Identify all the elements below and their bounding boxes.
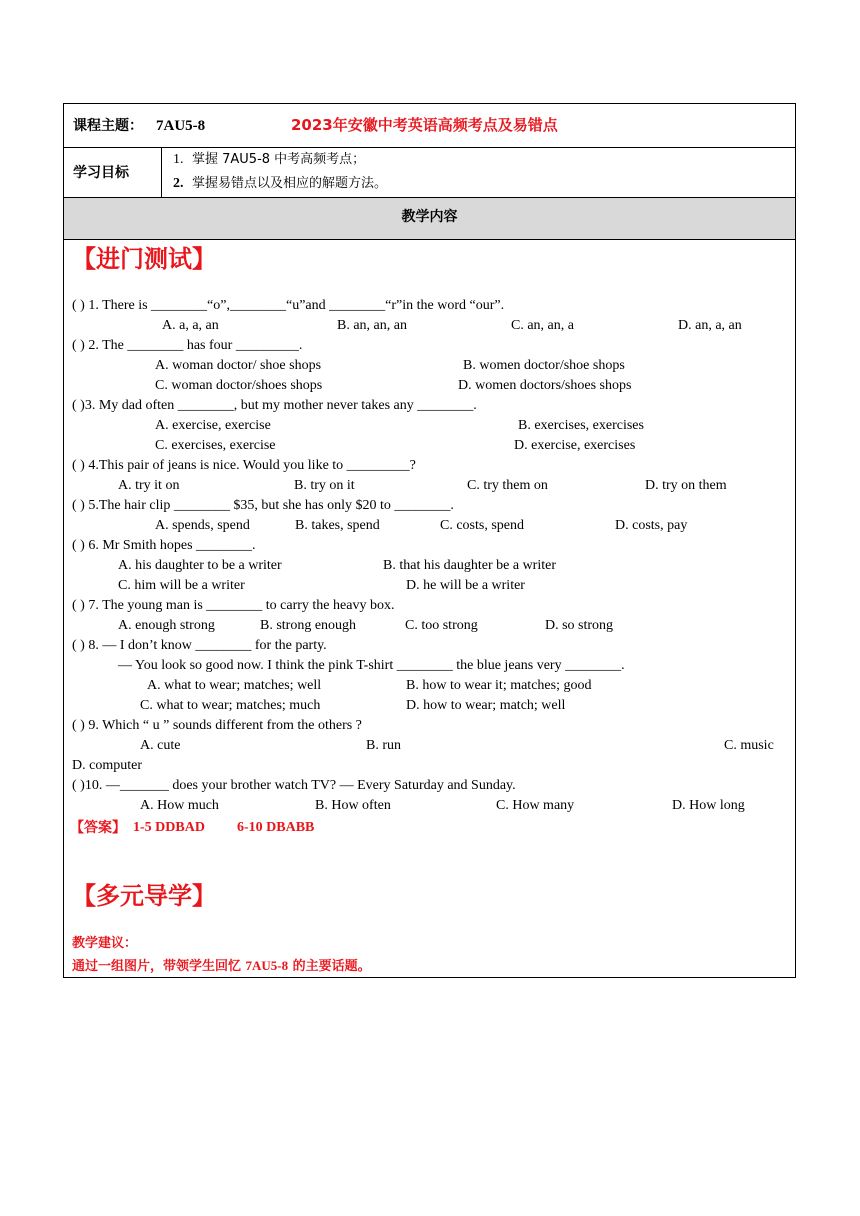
option: D. so strong	[545, 618, 614, 633]
option: D. costs, pay	[615, 518, 688, 533]
option: C. try them on	[467, 478, 548, 493]
option: A. woman doctor/ shoe shops	[155, 358, 322, 373]
option: A. his daughter to be a writer	[118, 558, 282, 573]
question-stem: ( ) 8. — I don’t know ________ for the party.	[72, 638, 327, 653]
objectives-row	[64, 148, 795, 198]
option: C. him will be a writer	[118, 578, 245, 593]
option: B. strong enough	[260, 618, 357, 633]
option: D. an, a, an	[678, 318, 742, 333]
option: C. music	[724, 738, 774, 753]
question-stem: ( ) 1. There is ________“o”,________“u”and ________“r”in the word “our”.	[72, 298, 505, 313]
lesson-sheet	[63, 103, 796, 978]
option: B. exercises, exercises	[518, 418, 644, 433]
answer-part1: 1-5 DDBAD	[133, 820, 205, 835]
option: A. exercise, exercise	[155, 418, 271, 433]
question-stem: ( ) 6. Mr Smith hopes ________.	[72, 538, 256, 553]
question-stem: ( )10. —_______ does your brother watch TV? — Every Saturday and Sunday.	[72, 778, 516, 793]
question-stem: ( )3. My dad often ________, but my mother never takes any ________.	[72, 398, 477, 413]
option: B. women doctor/shoe shops	[463, 358, 625, 373]
question-stem: ( ) 5.The hair clip ________ $35, but she has only $20 to ________.	[72, 498, 454, 513]
question-stem-line2: — You look so good now. I think the pink T-shirt ________ the blue jeans very ________.	[118, 658, 625, 673]
option: C. woman doctor/shoes shops	[155, 378, 323, 393]
option: A. How much	[140, 798, 219, 813]
option: A. try it on	[118, 478, 180, 493]
option: D. how to wear; match; well	[406, 698, 566, 713]
question-stem: ( ) 4.This pair of jeans is nice. Would you like to _________?	[72, 458, 416, 473]
option: D. try on them	[645, 478, 727, 493]
option: A. spends, spend	[155, 518, 250, 533]
option: A. a, a, an	[162, 318, 219, 333]
content-header-row	[64, 198, 795, 240]
option: D. exercise, exercises	[514, 438, 636, 453]
suggestion-prefix: 通过一组图片，带领学生回忆	[72, 959, 246, 974]
option: D. women doctors/shoes shops	[458, 378, 632, 393]
suggestion-text	[72, 957, 371, 976]
option: B. how to wear it; matches; good	[406, 678, 592, 693]
objective-text: 掌握易错点以及相应的解题方法。	[192, 176, 388, 191]
option: C. costs, spend	[440, 518, 524, 533]
option: D. he will be a writer	[406, 578, 525, 593]
option: B. that his daughter be a writer	[383, 558, 557, 573]
option: B. How often	[315, 798, 391, 813]
suggestion-label: 教学建议：	[72, 936, 138, 951]
option: B. takes, spend	[295, 518, 380, 533]
column-divider	[161, 148, 162, 197]
option: A. what to wear; matches; well	[147, 678, 322, 693]
option: C. an, an, a	[511, 318, 574, 333]
option: D. computer	[72, 758, 142, 773]
option: C. too strong	[405, 618, 478, 633]
option: D. How long	[672, 798, 745, 813]
suggestion-suffix: 的主要话题。	[288, 959, 371, 974]
header-row	[64, 104, 795, 148]
option: B. an, an, an	[337, 318, 407, 333]
answer-part2: 6-10 DBABB	[237, 820, 315, 835]
answer-label: 【答案】	[70, 820, 126, 836]
option: B. try on it	[294, 478, 355, 493]
question-stem: ( ) 2. The ________ has four _________.	[72, 338, 303, 353]
content-header: 教学内容	[401, 209, 458, 225]
option: A. enough strong	[118, 618, 215, 633]
objective-number: 2.	[173, 176, 184, 191]
option: C. exercises, exercise	[155, 438, 276, 453]
topic-code: 7AU5-8	[156, 118, 206, 134]
objectives-label: 学习目标	[73, 165, 129, 181]
objective-number: 1.	[173, 152, 184, 167]
option: A. cute	[140, 738, 181, 753]
option: B. run	[366, 738, 401, 753]
page-title: 2023年安徽中考英语高频考点及易错点	[291, 116, 558, 134]
option: C. what to wear; matches; much	[140, 698, 321, 713]
section-title-entry-test: 【进门测试】	[72, 245, 216, 273]
section-title-guided-learning: 【多元导学】	[72, 882, 216, 910]
suggestion-code: 7AU5-8	[245, 958, 289, 973]
option: C. How many	[496, 798, 575, 813]
question-stem: ( ) 9. Which “ u ” sounds different from the others ?	[72, 718, 362, 733]
question-stem: ( ) 7. The young man is ________ to carry the heavy box.	[72, 598, 395, 613]
topic-label: 课程主题：	[73, 118, 143, 134]
objective-text: 掌握 7AU5-8 中考高频考点；	[192, 152, 366, 167]
